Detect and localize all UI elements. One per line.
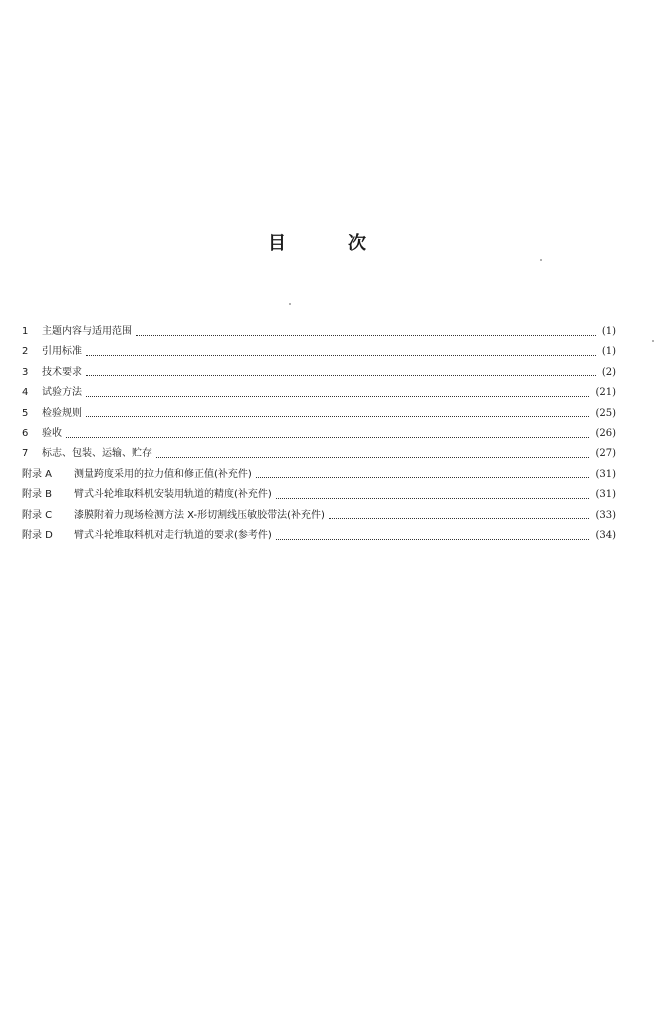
toc-title: 主题内容与适用范围	[42, 326, 132, 337]
leader-dots	[136, 335, 596, 336]
toc-number: 附录 C	[22, 509, 53, 521]
title-char-2: 次	[348, 233, 366, 254]
table-of-contents	[22, 322, 616, 546]
toc-title: 试验方法	[42, 387, 82, 399]
scan-speck	[652, 340, 654, 342]
toc-page: (33)	[595, 509, 616, 521]
toc-entry-7	[22, 444, 616, 464]
toc-page: (34)	[595, 529, 616, 541]
leader-dots	[86, 416, 589, 417]
toc-page: (1)	[601, 326, 616, 337]
toc-number: 附录 A	[22, 468, 53, 480]
toc-number: 2	[22, 346, 29, 358]
toc-entry-1	[22, 322, 616, 342]
leader-dots	[66, 437, 589, 438]
toc-page: (26)	[595, 427, 616, 439]
toc-title: 臂式斗轮堆取料机对走行轨道的要求(参考件)	[74, 529, 272, 541]
toc-entry-2	[22, 342, 616, 362]
toc-number: 5	[22, 407, 29, 419]
toc-entry-appendix-a	[22, 465, 616, 485]
toc-entry-appendix-d	[22, 526, 616, 546]
toc-title: 测量跨度采用的拉力值和修正值(补充件)	[74, 468, 252, 480]
toc-entry-appendix-b	[22, 485, 616, 505]
toc-page: (27)	[595, 448, 616, 460]
scan-speck	[289, 303, 291, 305]
toc-number: 7	[22, 448, 29, 460]
leader-dots	[86, 375, 596, 376]
leader-dots	[86, 396, 589, 397]
leader-dots	[329, 518, 590, 519]
page-title	[0, 232, 672, 256]
toc-entry-3	[22, 363, 616, 383]
toc-title: 标志、包装、运输、贮存	[42, 448, 152, 460]
toc-number: 3	[22, 366, 29, 378]
toc-number: 附录 D	[22, 529, 53, 541]
toc-title: 技术要求	[42, 366, 82, 378]
toc-page: (31)	[595, 468, 616, 480]
leader-dots	[86, 355, 596, 356]
leader-dots	[156, 457, 589, 458]
toc-number: 1	[22, 326, 29, 337]
leader-dots	[256, 477, 590, 478]
toc-number: 4	[22, 387, 29, 399]
scan-speck	[540, 259, 542, 261]
toc-entry-5	[22, 404, 616, 424]
toc-title: 漆膜附着力现场检测方法 X-形切割线压敏胶带法(补充件)	[74, 509, 325, 521]
leader-dots	[276, 539, 590, 540]
toc-page: (2)	[601, 366, 616, 378]
toc-title: 引用标准	[42, 346, 82, 358]
title-char-1: 目	[268, 233, 286, 254]
toc-page: (21)	[595, 387, 616, 399]
leader-dots	[276, 498, 590, 499]
toc-title: 检验规则	[42, 407, 82, 419]
toc-title: 验收	[42, 427, 62, 439]
toc-entry-4	[22, 383, 616, 403]
toc-number: 6	[22, 427, 29, 439]
toc-title: 臂式斗轮堆取料机安装用轨道的精度(补充件)	[74, 489, 272, 501]
toc-page: (1)	[601, 346, 616, 358]
toc-page: (25)	[595, 407, 616, 419]
toc-entry-appendix-c	[22, 506, 616, 526]
toc-entry-6	[22, 424, 616, 444]
toc-number: 附录 B	[22, 489, 53, 501]
toc-page: (31)	[595, 489, 616, 501]
